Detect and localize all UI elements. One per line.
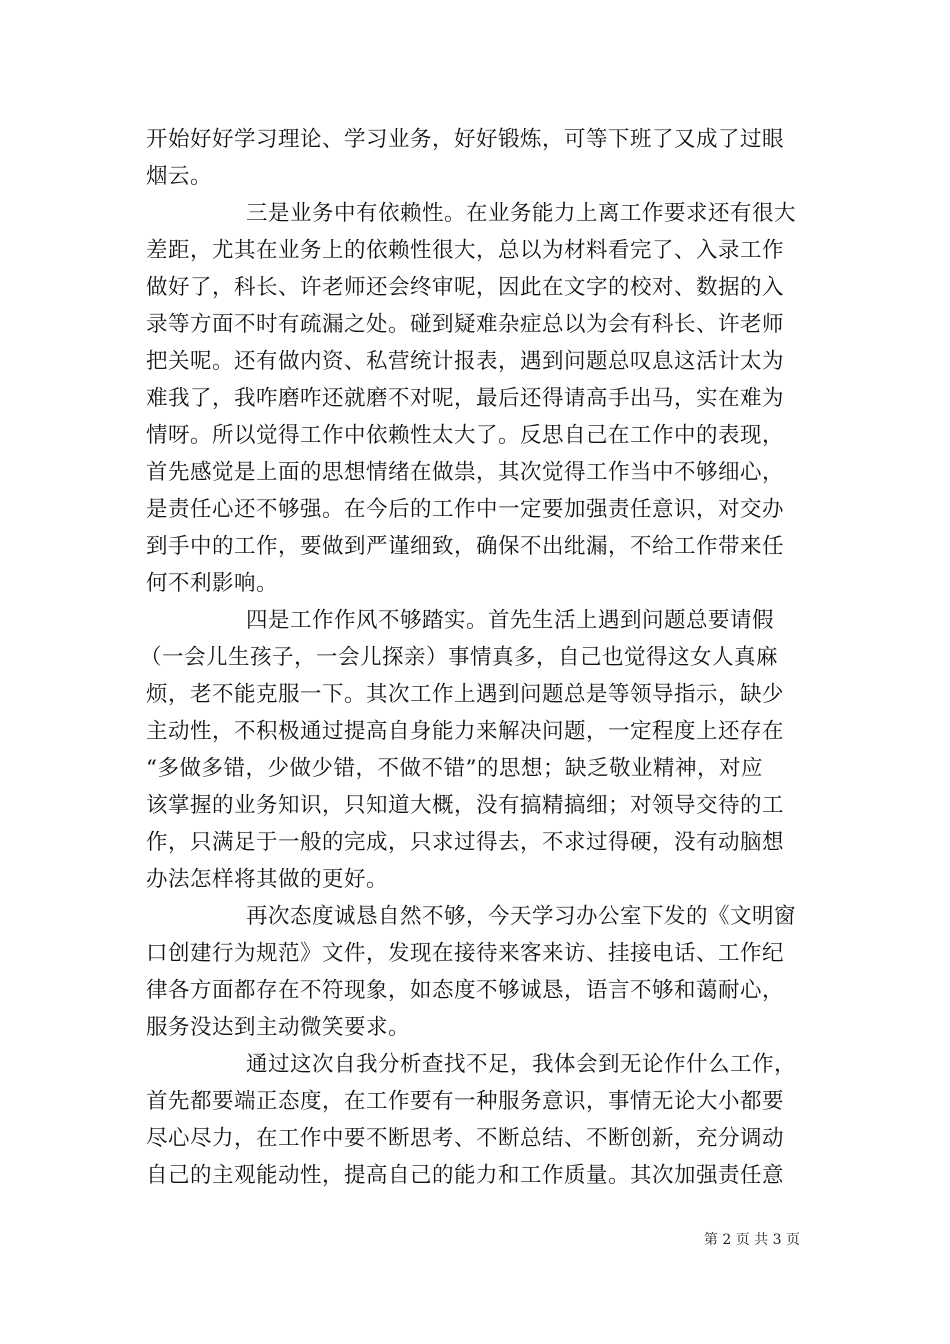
text-line: 自己的主观能动性，提高自己的能力和工作质量。其次加强责任意 <box>146 1163 785 1188</box>
text-line: 是责任心还不够强。在今后的工作中一定要加强责任意识，对交办 <box>146 497 785 522</box>
paragraph-start-line: 再次态度诚恳自然不够，今天学习办公室下发的《文明窗 <box>246 904 797 929</box>
paragraph-start-line: 通过这次自我分析查找不足，我体会到无论作什么工作， <box>246 1052 797 1077</box>
text-line: 办法怎样将其做的更好。 <box>146 867 389 892</box>
text-line: 尽心尽力，在工作中要不断思考、不断总结、不断创新，充分调动 <box>146 1126 785 1151</box>
text-line: 服务没达到主动微笑要求。 <box>146 1015 411 1040</box>
text-line: 差距，尤其在业务上的依赖性很大，总以为材料看完了、入录工作 <box>146 238 785 263</box>
text-line: 到手中的工作，要做到严谨细致，确保不出纰漏，不给工作带来任 <box>146 534 785 559</box>
text-line: 做好了，科长、许老师还会终审呢，因此在文字的校对、数据的入 <box>146 275 785 300</box>
text-line: 首先感觉是上面的思想情绪在做祟，其次觉得工作当中不够细心， <box>146 460 785 485</box>
text-line: 何不利影响。 <box>146 571 279 596</box>
text-line: 烦，老不能克服一下。其次工作上遇到问题总是等领导指示，缺少 <box>146 682 785 707</box>
text-line: 该掌握的业务知识，只知道大概，没有搞精搞细；对领导交待的工 <box>146 793 785 818</box>
text-line: 难我了，我咋磨咋还就磨不对呢，最后还得请高手出马，实在难为 <box>146 386 785 411</box>
text-line: 首先都要端正态度，在工作要有一种服务意识，事情无论大小都要 <box>146 1089 785 1114</box>
text-line: （一会儿生孩子，一会儿探亲）事情真多，自己也觉得这女人真麻 <box>140 645 779 670</box>
text-line: 烟云。 <box>146 164 213 189</box>
text-line: 主动性，不积极通过提高自身能力来解决问题，一定程度上还存在 <box>146 719 785 744</box>
paragraph-start-line: 四是工作作风不够踏实。首先生活上遇到问题总要请假 <box>246 608 775 633</box>
page-number-footer: 第 2 页 共 3 页 <box>703 1232 800 1248</box>
text-line: 作，只满足于一般的完成，只求过得去，不求过得硬，没有动脑想 <box>146 830 785 855</box>
text-line: 律各方面都存在不符现象，如态度不够诚恳，语言不够和蔼耐心， <box>146 978 785 1003</box>
text-line: 口创建行为规范》文件，发现在接待来客来访、挂接电话、工作纪 <box>146 941 785 966</box>
text-line: 情呀。所以觉得工作中依赖性太大了。反思自己在工作中的表现， <box>146 423 785 448</box>
text-line: 把关呢。还有做内资、私营统计报表，遇到问题总叹息这活计太为 <box>146 349 785 374</box>
paragraph-start-line: 三是业务中有依赖性。在业务能力上离工作要求还有很大 <box>246 201 797 226</box>
text-line: 录等方面不时有疏漏之处。碰到疑难杂症总以为会有科长、许老师 <box>146 312 785 337</box>
text-line: 开始好好学习理论、学习业务，好好锻炼，可等下班了又成了过眼 <box>146 127 785 152</box>
text-line: “多做多错，少做少错，不做不错”的思想；缺乏敬业精神，对应 <box>146 756 763 781</box>
